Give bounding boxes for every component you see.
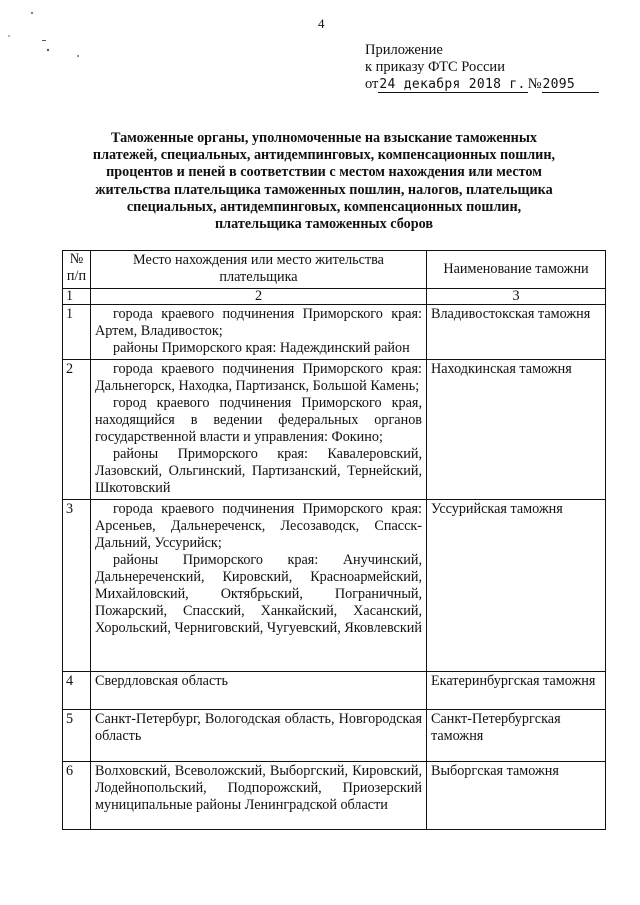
table-row	[63, 305, 606, 360]
row-number: 3	[63, 500, 91, 672]
customs-name: Санкт-Петербургская таможня	[427, 710, 606, 762]
row-number: 5	[63, 710, 91, 762]
table-row	[63, 710, 606, 762]
row-number: 6	[63, 762, 91, 830]
order-date-line	[365, 76, 595, 93]
scan-specks	[6, 8, 116, 68]
place-paragraph: Волховский, Всеволожский, Выборгский, Кировский, Лодейнопольский, Подпорожский, Приозерский муниципальные районы Ленинградской области	[95, 763, 422, 813]
table-row	[63, 762, 606, 830]
customs-name: Находкинская таможня	[427, 360, 606, 500]
customs-name: Екатеринбургская таможня	[427, 672, 606, 710]
place-paragraph: районы Приморского края: Кавалеровский, Лазовский, Ольгинский, Партизанский, Тернейский, Шкотовский	[95, 446, 422, 496]
table-header-row	[63, 251, 606, 289]
place-paragraph: районы Приморского края: Надеждинский район	[113, 340, 410, 356]
place-cell	[91, 305, 427, 360]
place-paragraph: Свердловская область	[95, 673, 228, 689]
column-number: 1	[63, 289, 91, 305]
row-number: 2	[63, 360, 91, 500]
header-customs: Наименование таможни	[427, 251, 606, 289]
row-number: 1	[63, 305, 91, 360]
place-paragraph: города краевого подчинения Приморского края: Дальнегорск, Находка, Партизанск, Большой Камень;	[95, 361, 422, 394]
place-paragraph: города краевого подчинения Приморского края: Арсеньев, Дальнереченск, Лесозаводск, Спасск-Дальний, Уссурийск;	[95, 501, 422, 551]
column-number: 2	[91, 289, 427, 305]
customs-name: Уссурийская таможня	[427, 500, 606, 672]
order-number-label: №	[527, 76, 542, 92]
place-cell	[91, 710, 427, 762]
table-row	[63, 672, 606, 710]
order-from-prefix: от	[365, 76, 379, 92]
document-title: Таможенные органы, уполномоченные на взыскание таможенных платежей, специальных, антидемпинговых, компенсационных пошлин, процентов и пеней в соответствии с местом нахождения или местом жительства плательщика таможенных пошлин, налогов, плательщика специальных, антидемпинговых, компенсационных пошлин, плательщика таможенных сборов	[92, 130, 556, 233]
appendix-label: Приложение	[365, 42, 443, 58]
place-cell	[91, 500, 427, 672]
order-number: 2095	[542, 77, 600, 93]
customs-name: Выборгская таможня	[427, 762, 606, 830]
table-row	[63, 360, 606, 500]
appendix-header	[365, 42, 595, 93]
order-date: 24 декабря 2018 г.	[379, 77, 526, 92]
row-number: 4	[63, 672, 91, 710]
appendix-order-ref: к приказу ФТС России	[365, 59, 505, 75]
page-number: 4	[318, 16, 325, 31]
place-paragraph: Санкт-Петербург, Вологодская область, Новгородская область	[95, 711, 422, 744]
customs-table	[62, 250, 606, 830]
place-paragraph: районы Приморского края: Анучинский, Дальнереченский, Кировский, Красноармейский, Михайловский, Октябрьский, Пограничный, Пожарский, Спасский, Ханкайский, Хасанский, Хорольский, Черниговский, Чугуевский, Яковлевский	[95, 552, 422, 636]
place-cell	[91, 762, 427, 830]
place-cell	[91, 672, 427, 710]
place-cell	[91, 360, 427, 500]
column-numbers-row	[63, 289, 606, 305]
place-paragraph: город краевого подчинения Приморского края, находящийся в ведении федеральных органов государственной власти и управления: Фокино;	[95, 395, 422, 445]
table-row	[63, 500, 606, 672]
customs-name: Владивостокская таможня	[427, 305, 606, 360]
header-place: Место нахождения или место жительства плательщика	[91, 251, 427, 289]
column-number: 3	[427, 289, 606, 305]
place-paragraph: города краевого подчинения Приморского края: Артем, Владивосток;	[95, 306, 422, 339]
header-num: № п/п	[63, 251, 91, 289]
